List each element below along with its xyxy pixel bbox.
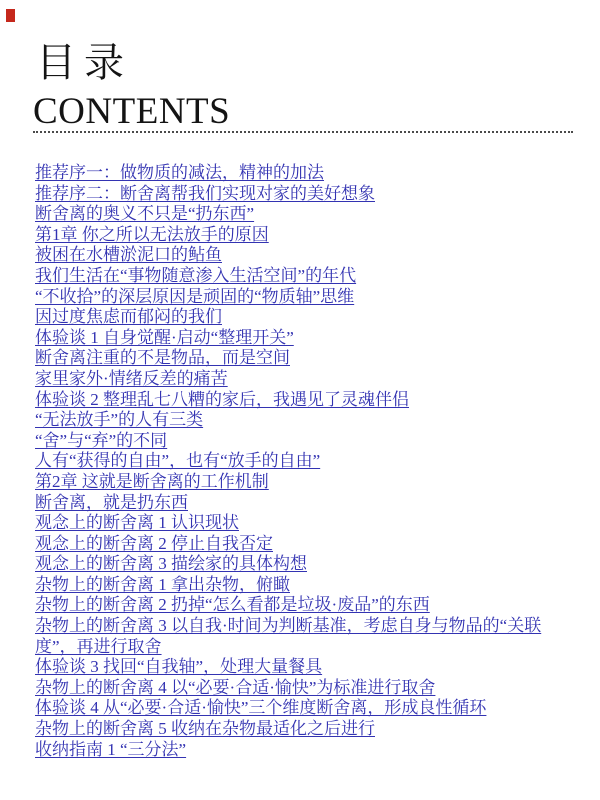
toc-entry[interactable]: 杂物上的断舍离 3 以自我·时间为判断基准，考虑自身与物品的“关联度”，再进行取舍 — [35, 616, 542, 656]
toc-entry[interactable]: 观念上的断舍离 2 停止自我否定 — [35, 533, 273, 553]
toc-entry[interactable]: 推荐序一：做物质的减法，精神的加法 — [35, 163, 324, 182]
toc-entry[interactable]: 杂物上的断舍离 5 收纳在杂物最适化之后进行 — [35, 719, 375, 739]
toc-chapter-entry[interactable]: 第1章 你之所以无法放手的原因 — [35, 224, 269, 244]
toc-entry[interactable]: 体验谈 3 找回“自我轴”，处理大量餐具 — [35, 657, 323, 677]
toc-entry[interactable]: 断舍离注重的不是物品，而是空间 — [35, 348, 290, 368]
toc-entry[interactable]: 观念上的断舍离 1 认识现状 — [35, 513, 239, 533]
toc-entry[interactable]: 体验谈 1 自身觉醒·启动“整理开关” — [35, 327, 294, 347]
toc-entry[interactable]: “舍”与“弃”的不同 — [35, 430, 168, 450]
toc-entry[interactable]: 断舍离的奥义不只是“扔东西” — [35, 204, 255, 224]
toc-entry[interactable]: 断舍离，就是扔东西 — [35, 492, 188, 512]
toc-entry[interactable]: 体验谈 2 整理乱七八糟的家后，我遇见了灵魂伴侣 — [35, 389, 409, 409]
table-of-contents — [35, 163, 572, 760]
toc-entry[interactable]: 家里家外·情绪反差的痛苦 — [35, 368, 228, 388]
toc-entry[interactable]: 杂物上的断舍离 4 以“必要·合适·愉快”为标准进行取舍 — [35, 677, 436, 697]
toc-entry[interactable]: 我们生活在“事物随意渗入生活空间”的年代 — [35, 265, 357, 285]
toc-entry[interactable]: “无法放手”的人有三类 — [35, 410, 204, 430]
page-title-chinese: 目录 — [36, 40, 132, 85]
toc-entry[interactable]: 人有“获得的自由”，也有“放手的自由” — [35, 451, 321, 471]
toc-entry[interactable]: “不收拾”的深层原因是顽固的“物质轴”思维 — [35, 286, 355, 306]
page-title-english: CONTENTS — [33, 91, 231, 132]
toc-chapter-entry[interactable]: 第2章 这就是断舍离的工作机制 — [35, 471, 269, 491]
toc-entry[interactable]: 因过度焦虑而郁闷的我们 — [35, 307, 222, 327]
toc-entry[interactable]: 杂物上的断舍离 2 扔掉“怎么看都是垃圾·废品”的东西 — [35, 595, 430, 615]
toc-entry[interactable]: 杂物上的断舍离 1 拿出杂物，俯瞰 — [35, 574, 290, 594]
red-bookmark-icon — [6, 9, 15, 22]
toc-entry[interactable]: 被困在水槽淤泥口的鲇鱼 — [35, 245, 222, 265]
toc-entry[interactable]: 推荐序二：断舍离帮我们实现对家的美好想象 — [35, 183, 375, 203]
title-divider — [33, 131, 573, 133]
toc-entry[interactable]: 收纳指南 1 “三分法” — [35, 739, 187, 759]
toc-entry[interactable]: 观念上的断舍离 3 描绘家的具体构想 — [35, 554, 307, 574]
toc-entry[interactable]: 体验谈 4 从“必要·合适·愉快”三个维度断舍离，形成良性循环 — [35, 698, 487, 718]
